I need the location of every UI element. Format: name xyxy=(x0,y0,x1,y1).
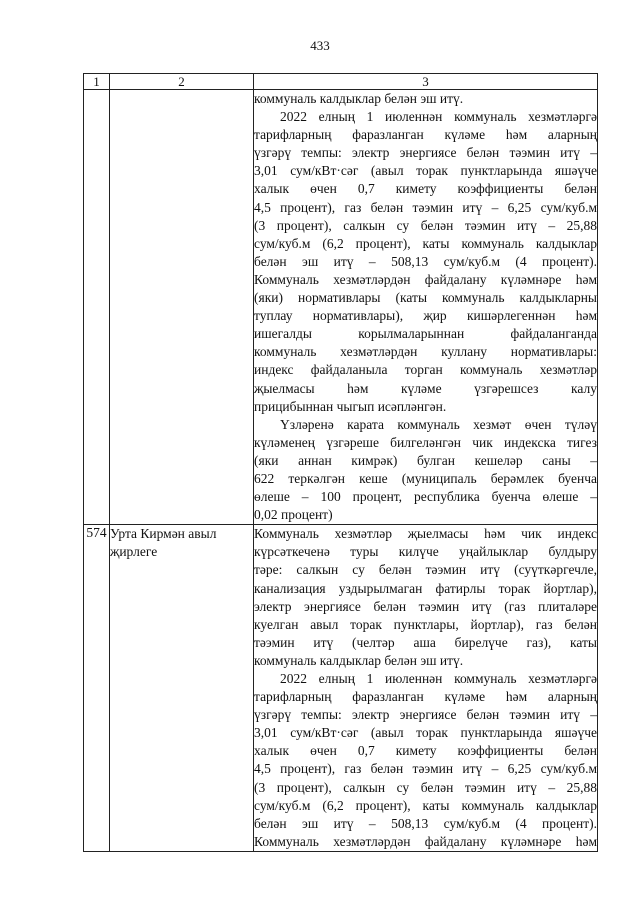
column-header: 1 xyxy=(84,74,110,90)
table-row xyxy=(84,525,598,852)
text-line: белән эш итү – 508,13 сум/куб.м (4 процент). xyxy=(254,815,597,831)
text-line: тарифларның фаразланган күләме һәм аларның xyxy=(254,689,597,705)
text-line: җыелмасы һәм күләме үзгәрешсез калу xyxy=(254,380,597,396)
text-line: коммуналь калдыклар белән эш итү. xyxy=(254,652,464,668)
document-table xyxy=(83,73,598,852)
text-line: үзгәрү темпы: электр энергиясе белән тәэмин итү – xyxy=(254,707,597,723)
text-line: 3,01 сум/кВт·сәг (авыл торак пунктларында яшәүче xyxy=(254,163,597,179)
text-line: 4,5 процент), газ белән тәэмин итү – 6,25 сум/куб.м xyxy=(254,199,597,215)
text-line: индекс файдаланыла торган коммуналь хезмәтләр xyxy=(254,362,597,378)
text-line: Коммуналь хезмәтләрдән файдалану күләмнәре һәм xyxy=(254,833,597,849)
text-line: (3 процент), салкын су белән тәэмин итү – 25,88 xyxy=(254,217,597,233)
text-line: үзгәрү темпы: электр энергиясе белән тәэмин итү – xyxy=(254,145,597,161)
text-line: белән эш итү – 508,13 сум/куб.м (4 процент). xyxy=(254,253,597,269)
text-line: Коммуналь хезмәтләрдән файдалану күләмнәре һәм xyxy=(254,271,597,287)
text-line: (3 процент), салкын су белән тәэмин итү – 25,88 xyxy=(254,779,597,795)
text-line: күрсәткеченә туры килүче уңайлыклар булдыру xyxy=(254,544,597,560)
text-line: сум/куб.м (6,2 процент), каты коммуналь калдыклар xyxy=(254,797,597,813)
row-number-cell: 574 xyxy=(84,525,110,852)
text-line: тәре: салкын су белән тәэмин итү (суүткәргечле, xyxy=(254,562,597,578)
text-line: күләменең үзгәреше билгеләнгән чик индекска тигез xyxy=(254,434,597,450)
text-line: тарифларның фаразланган күләме һәм аларның xyxy=(254,127,597,143)
settlement-name-cell xyxy=(110,90,254,525)
page-number: 433 xyxy=(310,38,330,53)
description-cell xyxy=(254,525,598,852)
text-line: Үзләренә карата коммуналь хезмәт өчен түләү xyxy=(280,416,597,432)
text-line: Коммуналь хезмәтләр җыелмасы һәм чик индекс xyxy=(254,526,597,542)
text-line: 622 теркәлгән кеше (муниципаль берәмлек буенча xyxy=(254,470,597,486)
text-line: (яки) нормативлары (каты коммуналь калдыкларны xyxy=(254,290,597,306)
table-row xyxy=(84,90,598,525)
text-line: 2022 елның 1 июленнән коммуналь хезмәтләргә xyxy=(280,671,597,686)
text-line: тәэмин итү (челтәр аша бирелүче газ), каты xyxy=(254,634,597,650)
column-header: 2 xyxy=(110,74,254,90)
text-line: туплау нормативлары), җир кишәрлегеннән һәм xyxy=(254,308,597,324)
table-header-row xyxy=(84,74,598,90)
text-line: 0,02 процент) xyxy=(254,507,333,523)
text-line: 3,01 сум/кВт·сәг (авыл торак пунктларында яшәүче xyxy=(254,725,597,741)
text-line: сум/куб.м (6,2 процент), каты коммуналь калдыклар xyxy=(254,235,597,251)
text-line: канализация уздырылмаган фатирлы торак йортлар), xyxy=(254,580,597,596)
text-line: ишегалды корылмаларыннан файдаланганда xyxy=(254,326,597,342)
text-line: (яки аннан кимрәк) булган кешеләр саны – xyxy=(254,452,597,468)
text-line: 2022 елның 1 июленнән коммуналь хезмәтләргә xyxy=(280,109,597,125)
description-cell xyxy=(254,90,598,525)
column-header: 3 xyxy=(254,74,598,90)
text-line: прицибыннан чыгып исәпләнгән. xyxy=(254,398,447,414)
settlement-name-cell: Урта Кирмән авыл җирлеге xyxy=(110,525,254,852)
text-line: халык өчен 0,7 кимету коэффициенты белән xyxy=(254,181,597,197)
text-line: куелган авыл торак пунктлары, йортлар), газ белән xyxy=(254,616,597,632)
text-line: 4,5 процент), газ белән тәэмин итү – 6,25 сум/куб.м xyxy=(254,761,597,777)
text-line: коммуналь хезмәтләрдән куллану нормативлары: xyxy=(254,344,597,360)
row-number-cell xyxy=(84,90,110,525)
text-line: өлеше – 100 процент, республика буенча өлеше – xyxy=(254,489,597,505)
text-line: электр энергиясе белән тәэмин итү (газ плиталәре xyxy=(254,598,597,614)
text-line: коммуналь калдыклар белән эш итү. xyxy=(254,91,464,106)
text-line: халык өчен 0,7 кимету коэффициенты белән xyxy=(254,743,597,759)
